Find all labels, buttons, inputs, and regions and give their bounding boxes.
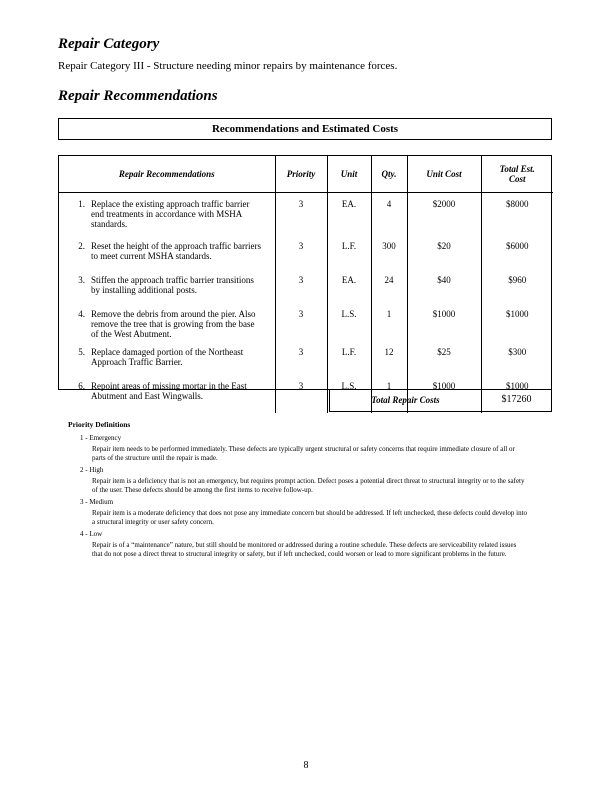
- table-title: Recommendations and Estimated Costs: [58, 118, 552, 140]
- table-row: [59, 239, 553, 273]
- row-priority: 3: [275, 307, 327, 345]
- table-row: [59, 307, 553, 345]
- row-priority: 3: [275, 345, 327, 379]
- repair-category-text: Repair Category III - Structure needing minor repairs by maintenance forces.: [58, 60, 398, 72]
- total-row: [329, 390, 552, 412]
- total-value: $17260: [501, 394, 532, 405]
- row-priority: 3: [275, 379, 327, 413]
- row-recommendation: Remove the debris from around the pier. Also remove the tree that is growing from the base of the West Abutment.: [91, 309, 256, 339]
- row-total: $1000: [481, 379, 553, 413]
- row-unit: L.F.: [327, 345, 371, 379]
- priority-level-label: 2 - High: [80, 466, 104, 474]
- priority-definitions: [68, 420, 528, 561]
- priority-level-desc: Repair item is a deficiency that is not an emergency, but requires prompt action. Defect poses a potential direct threat to structural integrity or to the safety of the user. These defects should be among the first items to receive follow-up.: [92, 477, 525, 494]
- row-qty: 12: [371, 345, 407, 379]
- row-total: $6000: [481, 239, 553, 273]
- repair-category-heading: Repair Category: [58, 36, 160, 52]
- priority-level-label: 4 - Low: [80, 530, 103, 538]
- row-unit: L.S.: [327, 307, 371, 345]
- table-row: [59, 193, 553, 240]
- row-number: 5.: [78, 347, 85, 357]
- priority-level-desc: Repair item is a moderate deficiency that does not pose any immediate concern but should be addressed. If left unchecked, these defects could develop into a structural integrity or user safety concern.: [92, 509, 528, 526]
- row-unit: EA.: [327, 273, 371, 307]
- row-priority: 3: [275, 273, 327, 307]
- row-total: $300: [481, 345, 553, 379]
- row-priority: 3: [275, 193, 327, 240]
- priority-level-desc: Repair item needs to be performed immediately. These defects are typically urgent structural or safety concerns that require immediate closure of all or parts of the structure until the repair is made.: [92, 445, 515, 462]
- priority-level-label: 3 - Medium: [80, 498, 114, 506]
- col-header-recommendations: Repair Recommendations: [59, 156, 275, 193]
- row-qty: 1: [371, 307, 407, 345]
- row-number: 1.: [78, 199, 85, 209]
- priority-definitions-heading: Priority Definitions: [68, 420, 131, 429]
- page-number: 8: [303, 760, 309, 771]
- row-number: 6.: [78, 381, 85, 391]
- col-header-unit-cost: Unit Cost: [407, 156, 481, 193]
- row-recommendation: Reset the height of the approach traffic barriers to meet current MSHA standards.: [91, 241, 262, 261]
- row-unit-cost: $20: [407, 239, 481, 273]
- row-recommendation: Replace damaged portion of the Northeast Approach Traffic Barrier.: [91, 347, 244, 367]
- row-unit: L.S.: [327, 379, 371, 413]
- row-priority: 3: [275, 239, 327, 273]
- row-unit-cost: $2000: [407, 193, 481, 240]
- repair-recommendations-heading: Repair Recommendations: [58, 88, 218, 104]
- col-header-unit: Unit: [327, 156, 371, 193]
- row-number: 4.: [78, 309, 85, 319]
- row-recommendation: Repoint areas of missing mortar in the East Abutment and East Wingwalls.: [91, 381, 247, 401]
- col-header-total: [481, 156, 553, 193]
- row-unit-cost: $40: [407, 273, 481, 307]
- row-unit: L.F.: [327, 239, 371, 273]
- row-unit: EA.: [327, 193, 371, 240]
- total-label: Total Repair Costs: [330, 390, 482, 411]
- row-qty: 300: [371, 239, 407, 273]
- row-total: $960: [481, 273, 553, 307]
- row-recommendation: Stiffen the approach traffic barrier transitions by installing additional posts.: [91, 275, 254, 295]
- row-total: $1000: [481, 307, 553, 345]
- col-header-priority: Priority: [275, 156, 327, 193]
- row-number: 3.: [78, 275, 85, 285]
- col-header-qty: Qty.: [371, 156, 407, 193]
- row-recommendation: Replace the existing approach traffic barrier end treatments in accordance with MSHA standards.: [91, 199, 250, 229]
- row-unit-cost: $1000: [407, 379, 481, 413]
- table-row: [59, 345, 553, 379]
- row-unit-cost: $25: [407, 345, 481, 379]
- priority-level-label: 1 - Emergency: [80, 434, 122, 442]
- row-qty: 24: [371, 273, 407, 307]
- row-number: 2.: [78, 241, 85, 251]
- row-qty: 4: [371, 193, 407, 240]
- table-row: [59, 273, 553, 307]
- priority-level-desc: Repair is of a “maintenance” nature, but still should be monitored or addressed during a routine schedule. These defects are serviceability related issues that do not pose a direct threat to structural integrity or safety, but if left unchecked, could worsen or lead to more significant problems in the future.: [92, 541, 517, 558]
- row-unit-cost: $1000: [407, 307, 481, 345]
- row-total: $8000: [481, 193, 553, 240]
- row-qty: 1: [371, 379, 407, 413]
- col-header-total-line2: Cost: [508, 174, 526, 184]
- col-header-total-line1: Total Est.: [499, 164, 535, 174]
